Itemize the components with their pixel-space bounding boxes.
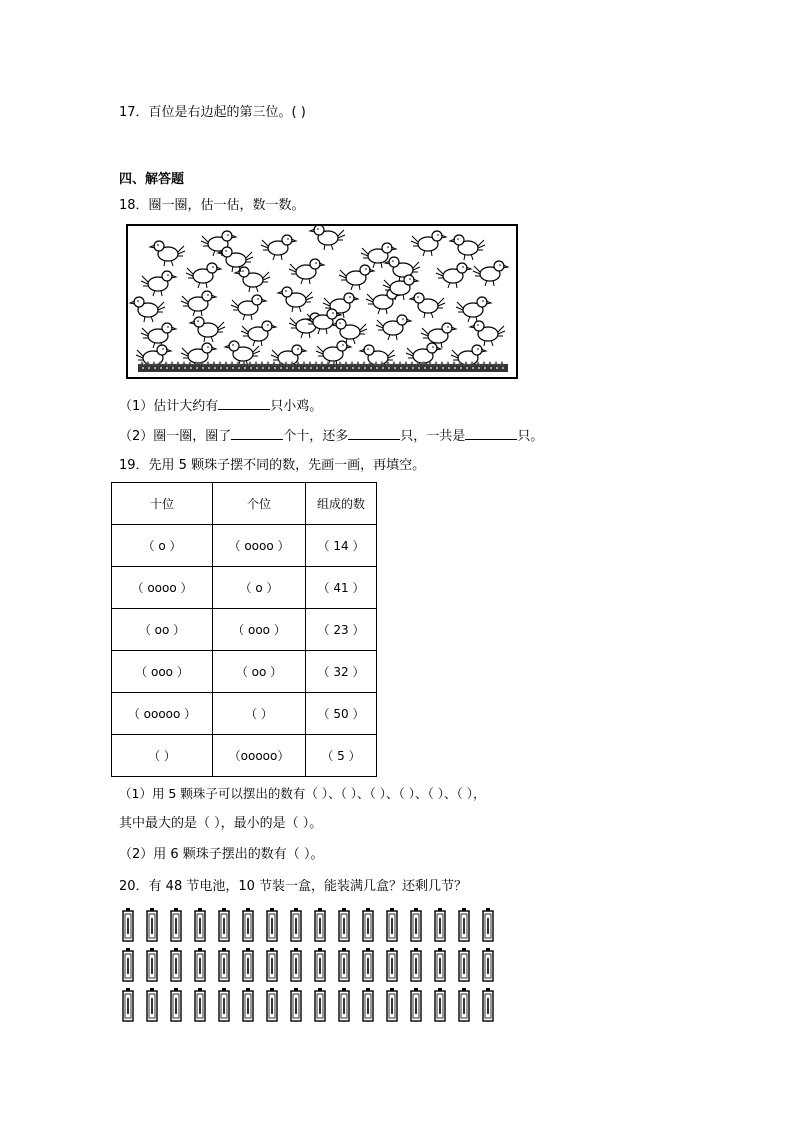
battery-icon	[291, 948, 301, 981]
battery-icon	[435, 948, 445, 981]
battery-icon	[123, 988, 133, 1021]
q19-part1-line2: 其中最大的是（ ），最小的是（ ）。	[119, 816, 323, 831]
battery-icon	[123, 948, 133, 981]
table-row	[112, 735, 377, 777]
q17-text: 17．百位是右边起的第三位。( )	[119, 105, 306, 120]
q18-part1-suffix: 只小鸡。	[270, 399, 323, 414]
battery-icon	[363, 948, 373, 981]
chick-icon	[411, 231, 446, 256]
battery-icon	[387, 908, 397, 941]
table-header-row	[112, 483, 377, 525]
battery-icon	[267, 948, 277, 981]
battery-icon	[219, 908, 229, 941]
q18-part2-suffix: 只。	[517, 429, 544, 444]
bead-table	[111, 482, 377, 777]
battery-icon	[147, 908, 157, 941]
battery-icon	[243, 908, 253, 941]
battery-icon	[411, 988, 421, 1021]
table-cell: （ οοο ）	[112, 651, 213, 693]
battery-icon	[267, 988, 277, 1021]
table-cell: （ οοοο ）	[112, 567, 213, 609]
battery-icon	[483, 908, 493, 941]
answer-blank[interactable]	[231, 427, 283, 440]
battery-icon	[363, 908, 373, 941]
table-cell: （ οοοο ）	[213, 525, 306, 567]
battery-icon	[219, 948, 229, 981]
battery-icon	[459, 908, 469, 941]
chick-icon	[241, 321, 276, 346]
table-header-cell: 十位	[112, 483, 213, 525]
q18-part2-mid2: 只，一共是	[400, 429, 466, 444]
grass-strip	[138, 362, 508, 372]
q18-part2-mid1: 个十，还多	[283, 429, 349, 444]
answer-blank[interactable]	[348, 427, 400, 440]
table-row	[112, 693, 377, 735]
q20-title: 20．有 48 节电池，10 节装一盒，能装满几盒？还剩几节？	[119, 879, 468, 894]
battery-icon	[243, 988, 253, 1021]
battery-icon	[147, 948, 157, 981]
table-header-cell: 个位	[213, 483, 306, 525]
chick-icon	[261, 235, 296, 260]
battery-icon	[171, 908, 181, 941]
battery-icon	[267, 908, 277, 941]
battery-icon	[387, 948, 397, 981]
table-cell: （ 23 ）	[306, 609, 377, 651]
chick-icon	[421, 323, 456, 348]
battery-icon	[363, 988, 373, 1021]
chick-icon	[410, 293, 445, 318]
battery-icon	[315, 988, 325, 1021]
table-cell: （ 5 ）	[306, 735, 377, 777]
chick-icon	[278, 287, 313, 312]
chick-icon	[186, 263, 221, 288]
table-cell: （ 41 ）	[306, 567, 377, 609]
q19-part2: （2）用 6 颗珠子摆出的数有（ ）。	[119, 847, 324, 862]
table-header-cell: 组成的数	[306, 483, 377, 525]
chick-icon	[450, 235, 485, 260]
answer-blank[interactable]	[218, 397, 270, 410]
table-cell: （ οοοοο ）	[112, 693, 213, 735]
table-cell: （ ο ）	[112, 525, 213, 567]
chick-icon	[231, 295, 266, 320]
battery-icon	[435, 908, 445, 941]
chick-icon	[190, 317, 225, 342]
chick-icon	[141, 271, 176, 296]
battery-icon	[459, 988, 469, 1021]
chick-icon	[332, 319, 367, 344]
battery-icon	[195, 908, 205, 941]
battery-icon	[339, 988, 349, 1021]
battery-icon	[411, 948, 421, 981]
chick-icon	[385, 257, 420, 282]
chick-icon	[376, 315, 411, 340]
battery-icon	[243, 948, 253, 981]
chick-icon	[339, 265, 374, 290]
table-row	[112, 525, 377, 567]
battery-icon	[483, 988, 493, 1021]
q18-part1	[119, 397, 322, 415]
chick-icon	[150, 241, 185, 266]
chick-icon	[141, 323, 176, 348]
chick-icon	[473, 261, 508, 286]
battery-icon	[123, 908, 133, 941]
battery-icon	[315, 908, 325, 941]
chick-icon	[470, 321, 505, 346]
table-cell: （ ο ）	[213, 567, 306, 609]
battery-icon	[339, 908, 349, 941]
table-row	[112, 567, 377, 609]
chicks-picture	[126, 224, 518, 379]
table-cell: （ οο ）	[213, 651, 306, 693]
table-row	[112, 609, 377, 651]
battery-icon	[147, 988, 157, 1021]
q19-title: 19．先用 5 颗珠子摆不同的数，先画一画，再填空。	[119, 458, 426, 473]
battery-icon	[315, 948, 325, 981]
battery-icon	[171, 988, 181, 1021]
q19-part1-line1: （1）用 5 颗珠子可以摆出的数有（ ）、（ ）、（ ）、（ ）、（ ）、（ ），	[119, 786, 486, 801]
q18-part2-prefix: （2）圈一圈，圈了	[119, 429, 232, 444]
table-cell: （οοοοο）	[213, 735, 306, 777]
battery-icon	[435, 988, 445, 1021]
battery-icon	[291, 908, 301, 941]
battery-icon	[291, 988, 301, 1021]
q18-part1-prefix: （1）估计大约有	[119, 399, 219, 414]
chick-icon	[436, 263, 471, 288]
table-cell: （ οοο ）	[213, 609, 306, 651]
chick-icon	[181, 291, 216, 316]
battery-icon	[411, 908, 421, 941]
table-cell: （ ）	[213, 693, 306, 735]
battery-icon	[195, 948, 205, 981]
answer-blank[interactable]	[465, 427, 517, 440]
chick-icon	[130, 297, 165, 322]
q18-title: 18．圈一圈，估一估，数一数。	[119, 198, 305, 213]
battery-icon	[339, 948, 349, 981]
table-cell: （ οο ）	[112, 609, 213, 651]
chick-icon	[456, 297, 491, 322]
table-cell: （ 32 ）	[306, 651, 377, 693]
section-title: 四、解答题	[119, 172, 185, 187]
battery-icon	[219, 988, 229, 1021]
q18-part2	[119, 427, 543, 445]
table-cell: （ 50 ）	[306, 693, 377, 735]
batteries-picture	[122, 908, 502, 1024]
battery-icon	[195, 988, 205, 1021]
battery-icon	[171, 948, 181, 981]
table-cell: （ ）	[112, 735, 213, 777]
battery-icon	[459, 948, 469, 981]
table-row	[112, 651, 377, 693]
chick-icon	[289, 259, 324, 284]
battery-icon	[483, 948, 493, 981]
chick-icon	[310, 226, 345, 250]
table-cell: （ 14 ）	[306, 525, 377, 567]
chick-icon	[225, 341, 260, 366]
battery-icon	[387, 988, 397, 1021]
